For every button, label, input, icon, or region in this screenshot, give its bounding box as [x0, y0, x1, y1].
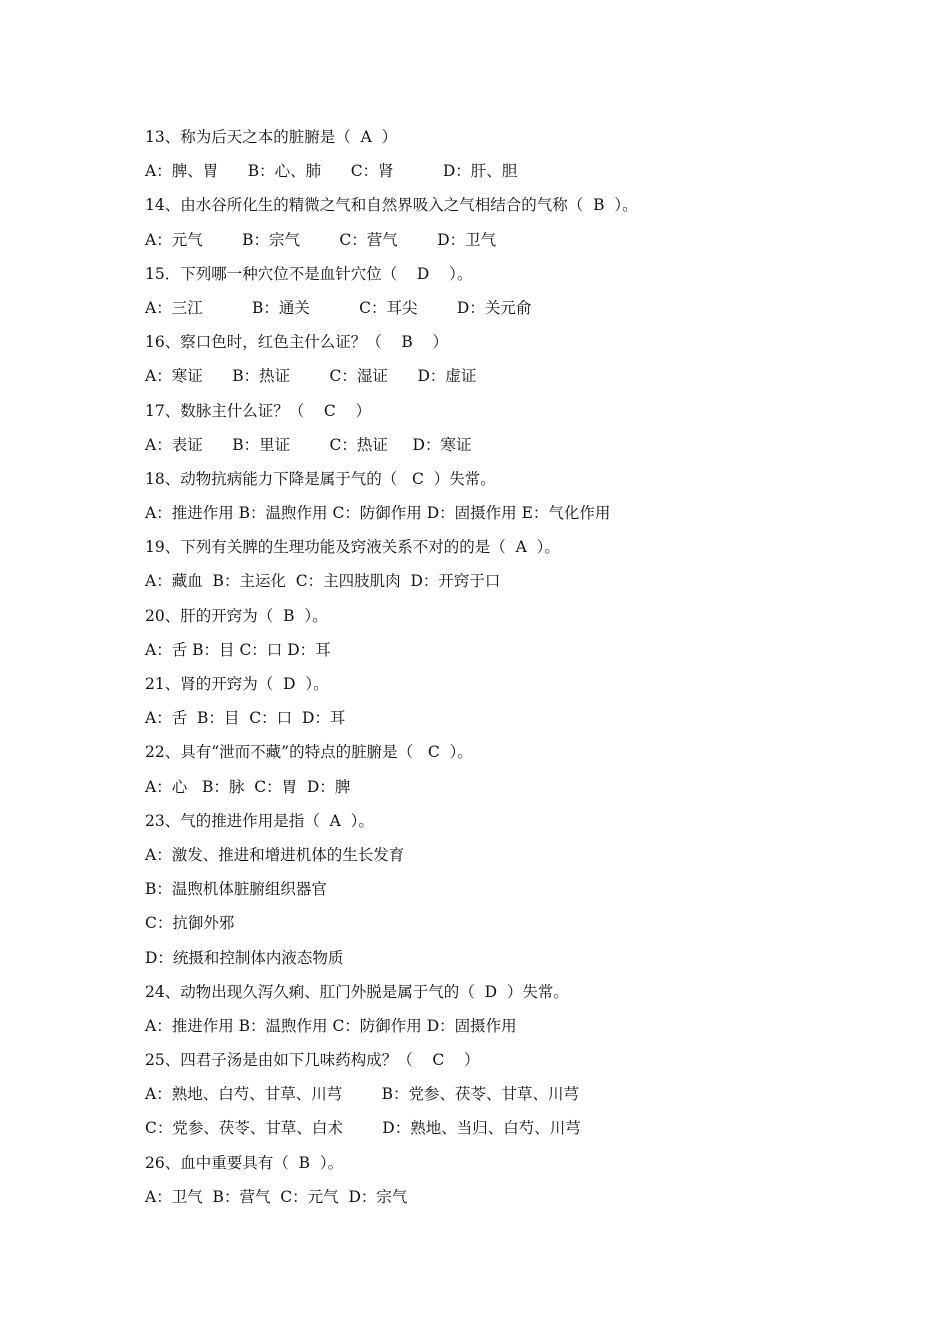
- question-22: 22、具有“泄而不藏”的特点的脏腑是（ C ）。: [145, 743, 473, 762]
- options-13: A：脾、胃 B：心、肺 C：肾 D：肝、胆: [145, 162, 518, 181]
- question-18: 18、动物抗病能力下降是属于气的（ C ）失常。: [145, 469, 496, 488]
- question-24: 24、动物出现久泻久痢、肛门外脱是属于气的（ D ）失常。: [145, 982, 569, 1001]
- options-20: A：舌 B：目 C：口 D：耳: [145, 640, 331, 659]
- options-16: A：寒证 B：热证 C：湿证 D：虚证: [145, 367, 477, 386]
- options-26: A：卫气 B：营气 C：元气 D：宗气: [145, 1187, 408, 1206]
- options-22: A：心 B：脉 C：胃 D：脾: [145, 777, 351, 796]
- options-15: A：三江 B：通关 C：耳尖 D：关元俞: [145, 298, 532, 317]
- question-17: 17、数脉主什么证？（ C ）: [145, 401, 371, 420]
- options-19: A：藏血 B：主运化 C：主四肢肌肉 D：开窍于口: [145, 572, 501, 591]
- options-25-cd: C：党参、茯苓、甘草、白术 D：熟地、当归、白芍、川芎: [145, 1119, 581, 1138]
- option-23-d: D：统摄和控制体内液态物质: [145, 948, 344, 967]
- options-17: A：表证 B：里证 C：热证 D：寒证: [145, 435, 472, 454]
- options-25-ab: A：熟地、白芍、甘草、川芎 B：党参、茯苓、甘草、川芎: [145, 1085, 580, 1104]
- options-14: A：元气 B：宗气 C：营气 D：卫气: [145, 230, 497, 249]
- question-14: 14、由水谷所化生的精微之气和自然界吸入之气相结合的气称（ B ）。: [145, 196, 638, 215]
- question-16: 16、察口色时，红色主什么证？（ B ）: [145, 333, 449, 352]
- options-24: A：推进作用 B：温煦作用 C：防御作用 D：固摄作用: [145, 1016, 517, 1035]
- question-13: 13、称为后天之本的脏腑是（ A ）: [145, 128, 398, 146]
- question-25: 25、四君子汤是由如下几味药构成？（ C ）: [145, 1051, 480, 1070]
- question-20: 20、肝的开窍为（ B ）。: [145, 606, 328, 625]
- option-23-b: B：温煦机体脏腑组织器官: [145, 880, 327, 899]
- options-18: A：推进作用 B：温煦作用 C：防御作用 D：固摄作用 E：气化作用: [145, 504, 611, 523]
- question-15: 15．下列哪一种穴位不是血针穴位（ D ）。: [145, 264, 473, 283]
- options-21: A：舌 B：目 C：口 D：耳: [145, 709, 346, 728]
- question-23: 23、气的推进作用是指（ A ）。: [145, 811, 374, 830]
- option-23-c: C：抗御外邪: [145, 914, 235, 933]
- option-23-a: A：激发、推进和增进机体的生长发育: [145, 845, 405, 864]
- question-list: [145, 122, 905, 1216]
- question-19: 19、下列有关脾的生理功能及窍液关系不对的的是（ A ）。: [145, 538, 560, 557]
- question-21: 21、肾的开窍为（ D ）。: [145, 675, 329, 693]
- question-26: 26、血中重要具有（ B ）。: [145, 1153, 344, 1172]
